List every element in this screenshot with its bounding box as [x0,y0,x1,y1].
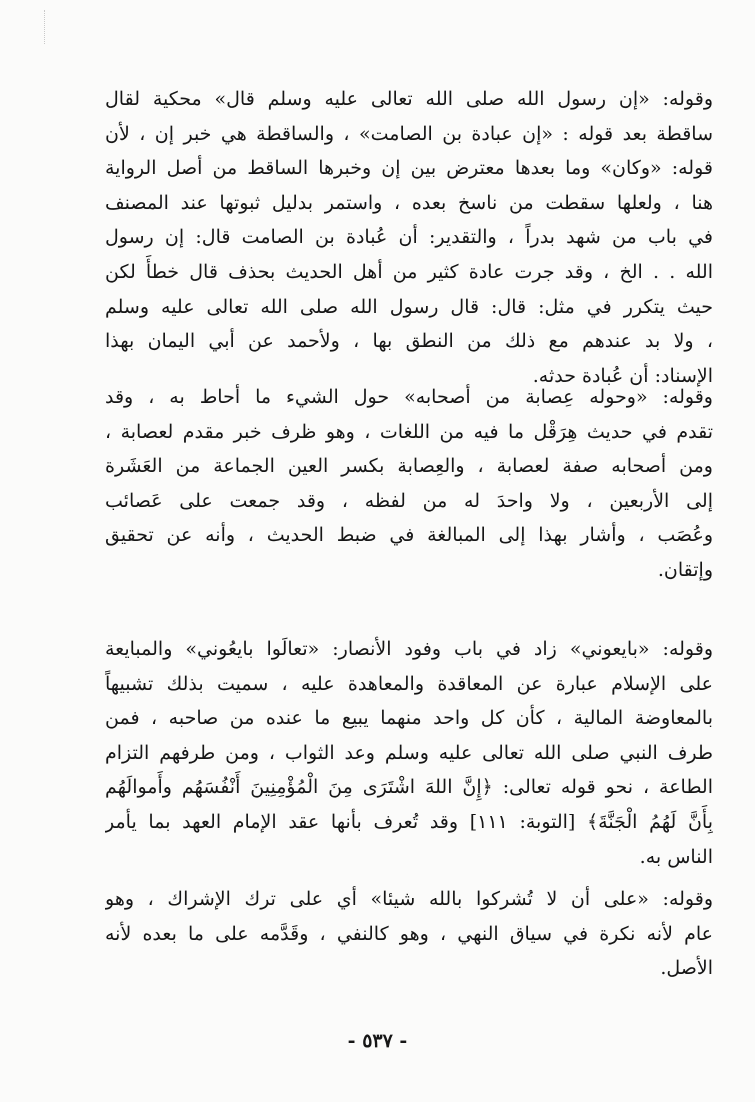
text-line: وإتقان. [657,558,713,581]
text-line: ساقطة بعد قوله : «إن عبادة بن الصامت» ، والساقطة هي خبر إن ، لأن [105,122,713,145]
text-line: قوله: «وكان» وما بعدها معترض بين إن وخبرها الساقط من أصل الرواية [105,157,713,180]
text-line: إلى الأربعين ، ولا واحدَ له من لفظه ، وقد جمعت على عَصائب [105,489,713,512]
text-line: الأصل. [660,957,713,980]
text-line: الطاعة ، نحو قوله تعالى: ﴿إِنَّ اللهَ اشْتَرَى مِنَ الْمُؤْمِنِينَ أَنْفُسَهُم وأَموالَهُم [105,776,713,799]
text-line: ، ولا بد عندهم مع ذلك من النطق بها ، ولأحمد عن أبي اليمان بهذا [105,330,713,353]
text-line: الله . . الخ ، وقد جرت عادة كثير من أهل الحديث بحذف قال خطأً لكن [105,260,713,283]
text-line: وقوله: «بايعوني» زاد في باب وفود الأنصار: «تعالَوا بايعُوني» والمبايعة [105,638,713,660]
page-number: - ٥٣٧ - [347,1030,408,1052]
text-line: وقوله: «وحوله عِصابة من أصحابه» حول الشيء ما أحاط به ، وقد [105,386,713,408]
paragraph-3 [105,632,713,874]
text-line: حيث يتكرر في مثل: قال: قال رسول الله صلى الله تعالى عليه وسلم [105,295,713,318]
paragraph-1 [105,82,713,393]
text-line: بالمعاوضة المالية ، كأن كل واحد منهما يبيع ما عنده من صاحبه ، فمن [105,707,713,730]
margin-mark [44,10,47,44]
text-line: هنا ، ولعلها سقطت من ناسخ بعده ، واستمر بدليل ثبوتها عند المصنف [105,191,713,214]
text-line: الإسناد: أن عُبادة حدثه. [532,364,713,387]
text-line: وقوله: «على أن لا تُشركوا بالله شيئا» أي على ترك الإشراك ، وهو [105,888,713,910]
text-line: الناس به. [639,845,713,868]
text-line: في باب من شهد بدراً ، والتقدير: أن عُبادة بن الصامت قال: إن رسول [105,226,713,249]
paragraph-2 [105,380,713,588]
text-line: بِأَنَّ لَهُمُ الْجَنَّةَ﴾ [التوبة: ١١١] وقد تُعرف بأنها عقد الإمام العهد بما يأمر [105,810,713,833]
text-line: تقدم في حديث هِرَقْل ما فيه من اللغات ، وهو ظرف خبر مقدم لعصابة ، [105,420,713,443]
text-line: طرف النبي صلى الله تعالى عليه وسلم وعد الثواب ، ومن طرفهم التزام [105,741,713,764]
text-line: وعُصَب ، وأشار بهذا إلى المبالغة في ضبط الحديث ، وأنه عن تحقيق [105,524,713,547]
text-line: وقوله: «إن رسول الله صلى الله تعالى عليه وسلم قال» محكية لقال [105,88,713,110]
text-line: على الإسلام عبارة عن المعاقدة والمعاهدة عليه ، سميت بذلك تشبيهاً [105,672,713,695]
paragraph-4 [105,882,713,986]
text-line: عام لأنه نكرة في سياق النهي ، وهو كالنفي ، وقَدَّمه على ما بعده لأنه [105,922,713,945]
text-line: ومن أصحابه صفة لعصابة ، والعِصابة بكسر العين الجماعة من العَشَرة [105,455,713,478]
